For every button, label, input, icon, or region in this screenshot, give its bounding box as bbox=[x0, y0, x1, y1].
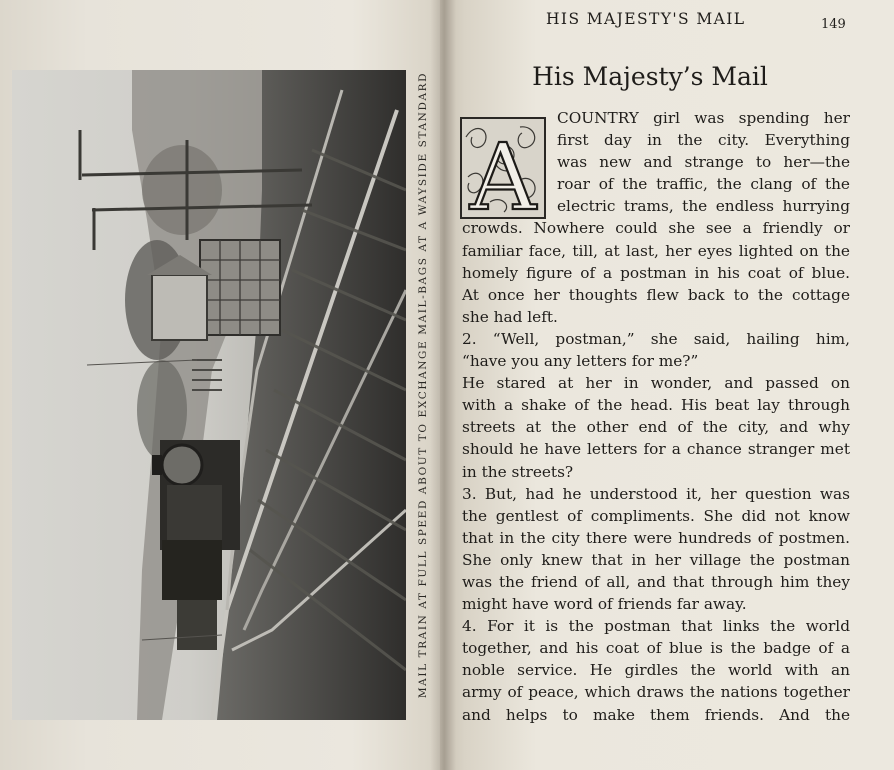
text-line: army of peace, which draws the nations together bbox=[462, 683, 850, 702]
text-line: “have you any letters for me?” bbox=[462, 352, 699, 371]
text-line: might have word of friends far away. bbox=[462, 595, 747, 614]
text-line: with a shake of the head. His beat lay through bbox=[462, 396, 850, 415]
drop-cap-letter: A bbox=[469, 124, 537, 219]
text-line: the gentlest of compliments. She did not know bbox=[462, 506, 850, 525]
right-page bbox=[448, 0, 894, 770]
chapter-body-text bbox=[462, 107, 850, 726]
text-line: first day in the city. Everything bbox=[557, 131, 850, 150]
text-line: crowds. Nowhere could she see a friendly or bbox=[462, 219, 850, 238]
text-line: At once her thoughts flew back to the cottage bbox=[462, 285, 850, 304]
text-line: 2. “Well, postman,” she said, hailing him, bbox=[462, 329, 850, 348]
text-line: She only knew that in her village the postman bbox=[462, 550, 850, 569]
page-number: 149 bbox=[821, 17, 846, 32]
text-line: noble service. He girdles the world with an bbox=[462, 661, 850, 680]
text-line: in the streets? bbox=[462, 462, 574, 481]
text-line: should he have letters for a chance stranger met bbox=[462, 440, 850, 459]
text-line: 4. For it is the postman that links the world bbox=[462, 617, 850, 636]
left-page bbox=[0, 0, 440, 770]
text-line: He stared at her in wonder, and passed on bbox=[462, 374, 850, 393]
text-line: electric trams, the endless hurrying bbox=[557, 197, 850, 216]
chapter-title: His Majesty’s Mail bbox=[532, 62, 768, 91]
text-line: familiar face, till, at last, her eyes lighted on the bbox=[462, 241, 850, 260]
text-line: COUNTRY girl was spending her bbox=[557, 109, 850, 127]
text-line: together, and his coat of blue is the badge of a bbox=[462, 639, 850, 658]
text-line: and helps to make them friends. And the bbox=[462, 705, 850, 724]
plate-caption: MAIL TRAIN AT FULL SPEED ABOUT TO EXCHANGE MAIL-BAGS AT A WAYSIDE STANDARD bbox=[417, 71, 429, 699]
text-line: she had left. bbox=[462, 307, 558, 326]
running-head: HIS MAJESTY'S MAIL bbox=[546, 10, 746, 28]
mail-train-photograph bbox=[12, 70, 406, 720]
text-line: was new and strange to her—the bbox=[557, 153, 850, 172]
text-line: 3. But, had he understood it, her question was bbox=[462, 484, 850, 503]
text-line: was the friend of all, and that through him they bbox=[462, 572, 850, 591]
text-line: streets at the other end of the city, and why bbox=[462, 418, 850, 437]
railway-illustration bbox=[12, 70, 406, 720]
text-line: roar of the traffic, the clang of the bbox=[557, 175, 850, 194]
text-line: homely figure of a postman in his coat of blue. bbox=[462, 263, 850, 282]
text-line: that in the city there were hundreds of postmen. bbox=[462, 528, 850, 547]
